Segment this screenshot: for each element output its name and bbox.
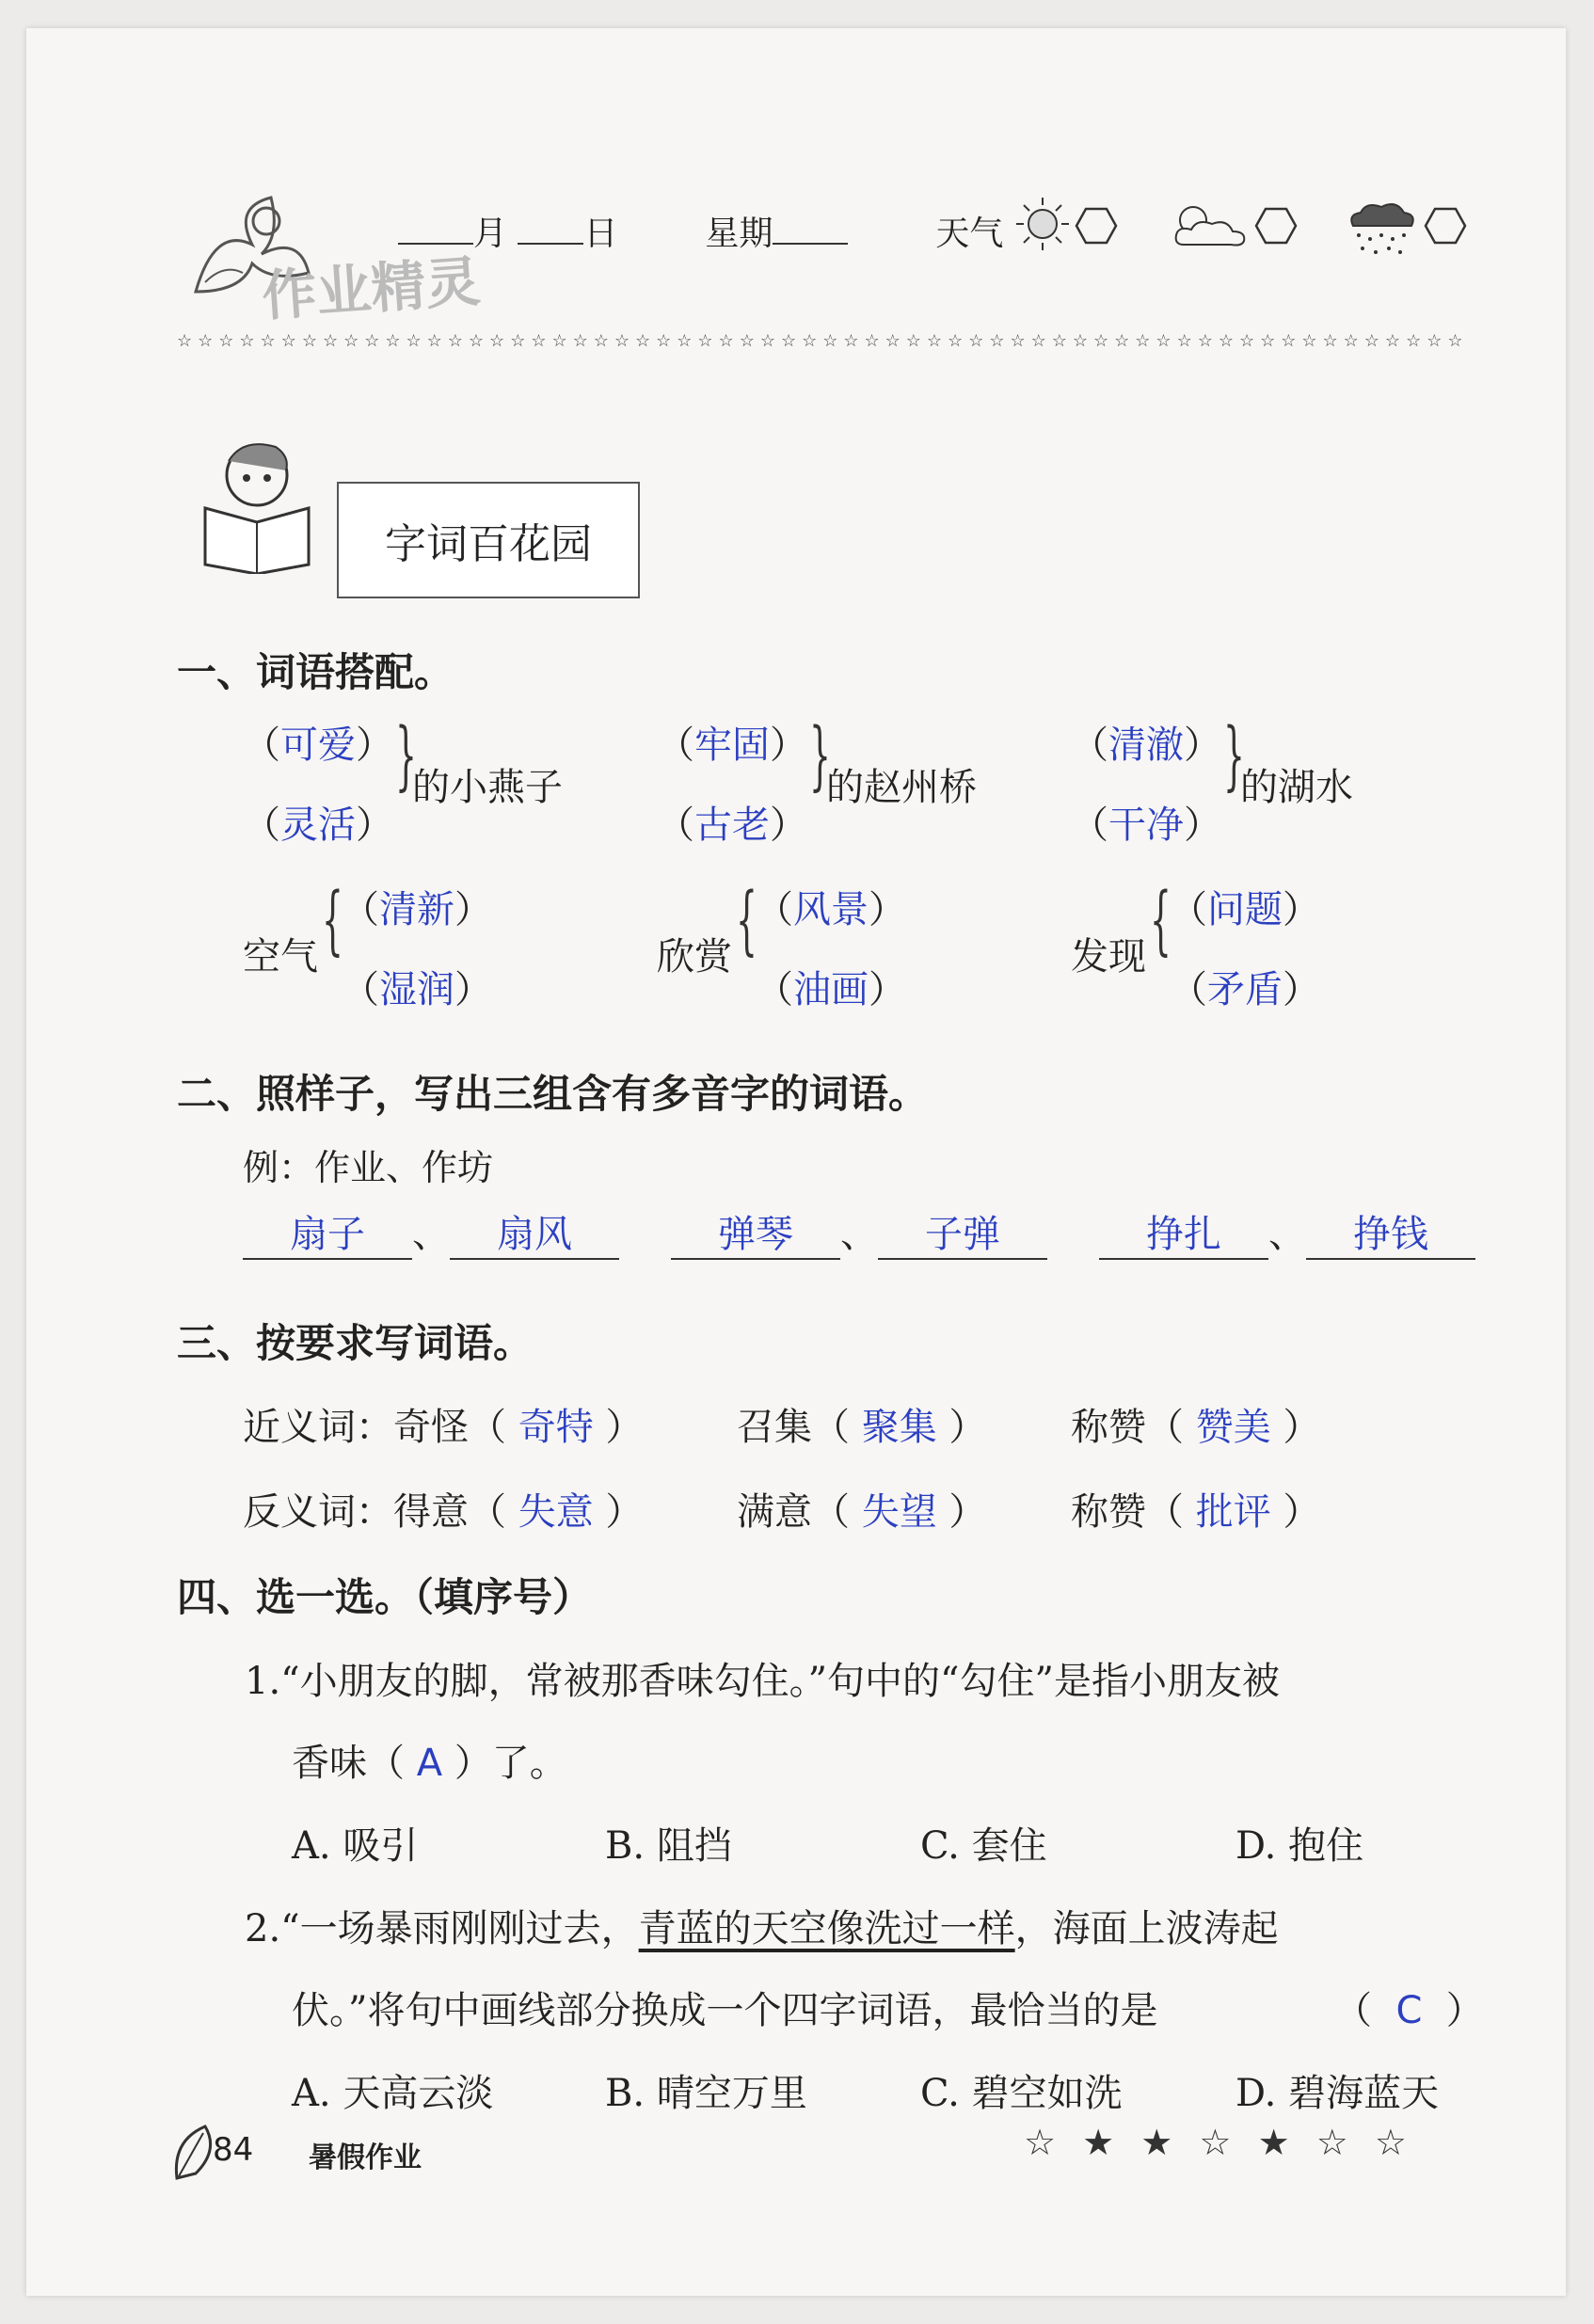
phrase-text: 的小燕子 (412, 766, 563, 809)
answer-text: 扇子 (243, 1204, 412, 1260)
question-text: 2.“一场暴雨刚刚过去， (245, 1907, 639, 1950)
cloudy-icon (1165, 198, 1250, 258)
sunny-icon (1014, 196, 1071, 256)
antonym-item: 称赞（ 批评 ） (1071, 1490, 1321, 1534)
option-text: A. 吸引 (292, 1824, 419, 1868)
answer-text: 问题 (1207, 888, 1283, 931)
phrase-text: 的赵州桥 (826, 766, 977, 809)
answer-text: 风景 (793, 888, 869, 931)
answer-text: 清澈 (1108, 724, 1184, 767)
worksheet-page (26, 28, 1566, 2296)
question-text: 香味（ (292, 1742, 405, 1785)
watermark-logo: 作业精灵 (260, 248, 483, 328)
brace-icon: { (735, 876, 757, 963)
q1-group-b3: （问题） （矛盾） (1170, 888, 1320, 1011)
answer-text: 挣扎 (1099, 1204, 1268, 1260)
answer-text: C (1395, 1989, 1423, 2032)
option-text: D. 碧海蓝天 (1235, 2072, 1440, 2115)
answer-text: 赞美 (1195, 1406, 1271, 1449)
synonym-label: 近义词： (243, 1406, 393, 1449)
q4-item1-line2 (292, 1733, 567, 1787)
option-text: D. 抱住 (1235, 1824, 1364, 1868)
brace-icon: } (808, 711, 831, 799)
q1-title: 一、词语搭配。 (177, 649, 454, 695)
date-line (398, 207, 1003, 255)
q2-answer-pair-2: 弹琴 、 子弹 (671, 1204, 1047, 1260)
answer-text: 聚集 (861, 1406, 937, 1449)
q1-group-a2: （牢固） （古老） (657, 724, 807, 847)
word-text: 称赞 (1071, 1406, 1146, 1449)
q2-title: 二、照样子，写出三组含有多音字的词语。 (177, 1071, 929, 1117)
word-text: 满意 (737, 1490, 812, 1534)
rain-icon (1344, 198, 1419, 267)
q4-item2-line2: 伏。”将句中画线部分换成一个四字词语，最恰当的是 (292, 1989, 1158, 2032)
option-text: B. 晴空万里 (605, 2072, 807, 2115)
q4-item2-line1 (245, 1899, 1279, 1952)
answer-text: 失望 (861, 1490, 937, 1534)
answer-text: 牢固 (694, 724, 770, 767)
question-text: ）了。 (454, 1742, 567, 1785)
word-text: 称赞 (1071, 1490, 1146, 1534)
word-text: 空气 (243, 935, 318, 979)
q1-group-b1: （清新） （湿润） (342, 888, 492, 1011)
brace-icon: } (1222, 711, 1245, 799)
weekday-label: 星期 (705, 215, 773, 253)
hexagon-checkbox[interactable] (1254, 207, 1298, 248)
answer-text: 矛盾 (1207, 968, 1283, 1011)
answer-text: 湿润 (379, 968, 454, 1011)
answer-text: 子弹 (878, 1204, 1047, 1260)
section-title: 字词百花园 (337, 482, 640, 598)
page-number: 84 (213, 2131, 254, 2169)
boy-reading-icon (186, 433, 327, 578)
word-text: 得意 (393, 1490, 469, 1534)
answer-text: 失意 (518, 1490, 594, 1534)
synonym-item: 称赞（ 赞美 ） (1071, 1406, 1321, 1449)
q4-item2-answer: （ C ） (1334, 1989, 1484, 2032)
brace-icon: } (394, 711, 417, 799)
brace-icon: { (1149, 876, 1172, 963)
answer-text: 奇特 (518, 1406, 594, 1449)
q3-title: 三、按要求写词语。 (177, 1320, 534, 1366)
q4-title: 四、选一选。（填序号） (177, 1574, 593, 1620)
star-rating: ☆ ★ ★ ☆ ★ ☆ ☆ (1024, 2122, 1414, 2163)
brace-icon: { (321, 876, 343, 963)
answer-text: 扇风 (450, 1204, 619, 1260)
word-text: 奇怪 (393, 1406, 469, 1449)
answer-text: 灵活 (280, 804, 356, 847)
antonym-item: 满意（ 失望 ） (737, 1490, 987, 1534)
synonym-row: 近义词：奇怪（ 奇特 ） (243, 1406, 644, 1449)
q2-answer-pair-3: 挣扎 、 挣钱 (1099, 1204, 1475, 1260)
q1-group-b2: （风景） （油画） (756, 888, 906, 1011)
word-text: 发现 (1071, 935, 1146, 979)
option-text: A. 天高云淡 (292, 2072, 494, 2115)
answer-text: 可爱 (280, 724, 356, 767)
phrase-text: 的湖水 (1240, 766, 1353, 809)
answer-text: 干净 (1108, 804, 1184, 847)
book-title: 暑假作业 (309, 2141, 422, 2174)
answer-text: 挣钱 (1306, 1204, 1475, 1260)
antonym-label: 反义词： (243, 1490, 393, 1534)
answer-text: 油画 (793, 968, 869, 1011)
hexagon-checkbox[interactable] (1075, 207, 1118, 248)
q4-item1-line1: 1.“小朋友的脚，常被那香味勾住。”句中的“勾住”是指小朋友被 (245, 1660, 1280, 1703)
word-text: 欣赏 (657, 935, 732, 979)
month-label: 月 (473, 215, 508, 253)
question-text: ，海面上波涛起 (1014, 1907, 1279, 1950)
underlined-text: 青蓝的天空像洗过一样 (638, 1907, 1015, 1950)
q1-group-a3: （清澈） （干净） (1071, 724, 1221, 847)
answer-text: 批评 (1195, 1490, 1271, 1534)
antonym-row: 反义词：得意（ 失意 ） (243, 1490, 644, 1534)
day-label: 日 (583, 215, 618, 253)
option-text: B. 阻挡 (605, 1824, 732, 1868)
q1-group-a1: （可爱） （灵活） (243, 724, 393, 847)
option-text: C. 碧空如洗 (920, 2072, 1123, 2115)
answer-text: 古老 (694, 804, 770, 847)
synonym-item: 召集（ 聚集 ） (737, 1406, 987, 1449)
answer-text: A (416, 1742, 443, 1785)
q2-example: 例：作业、作坊 (243, 1147, 494, 1188)
answer-text: 弹琴 (671, 1204, 840, 1260)
weather-label: 天气 (935, 215, 1004, 253)
word-text: 召集 (737, 1406, 812, 1449)
answer-text: 清新 (379, 888, 454, 931)
q2-answer-pair-1: 扇子 、 扇风 (243, 1204, 619, 1260)
decorative-divider: ☆☆☆☆☆☆☆☆☆☆☆☆☆☆☆☆☆☆☆☆☆☆☆☆☆☆☆☆☆☆☆☆☆☆☆☆☆☆☆☆☆☆☆☆☆☆☆☆☆☆☆☆☆☆☆☆☆☆☆☆☆☆ (177, 331, 1469, 351)
hexagon-checkbox[interactable] (1424, 207, 1467, 248)
option-text: C. 套住 (920, 1824, 1047, 1868)
